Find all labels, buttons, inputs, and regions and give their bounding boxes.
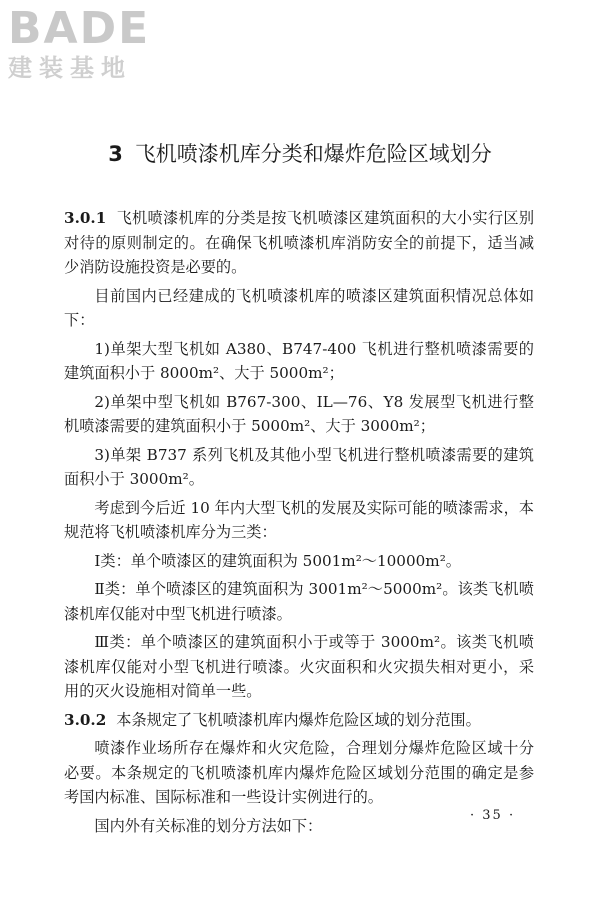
bade-logo	[8, 3, 176, 82]
paragraph	[64, 206, 534, 280]
chapter-number: 3	[108, 142, 123, 166]
body-text	[64, 206, 534, 842]
paragraph: 1)单架大型飞机如 A380、B747-400 飞机进行整机喷漆需要的建筑面积小于 8000m²、大于 5000m²；	[64, 339, 534, 382]
paragraph: 国内外有关标准的划分方法如下：	[94, 816, 323, 835]
paragraph: 考虑到今后近 10 年内大型飞机的发展及实际可能的喷漆需求，本规范将飞机喷漆机库分为三类：	[64, 498, 534, 541]
logo-wordmark: BADE	[8, 3, 151, 54]
chapter-title: 飞机喷漆机库分类和爆炸危险区域划分	[134, 142, 492, 166]
chapter-heading	[0, 140, 600, 168]
paragraph: 目前国内已经建成的飞机喷漆机库的喷漆区建筑面积情况总体如下：	[64, 286, 534, 329]
paragraph: 2)单架中型飞机如 B767-300、IL—76、Y8 发展型飞机进行整机喷漆需要的建筑面积小于 5000m²、大于 3000m²；	[64, 392, 534, 435]
logo-subtitle: 建装基地	[8, 54, 132, 82]
paragraph: Ⅲ类：单个喷漆区的建筑面积小于或等于 3000m²。该类飞机喷漆机库仅能对小型飞机进行喷漆。火灾面积和火灾损失相对更小，采用的灭火设施相对简单一些。	[64, 633, 534, 700]
page-number: · 35 ·	[470, 808, 516, 823]
clause-number: 3.0.2	[64, 710, 107, 729]
paragraph	[64, 708, 534, 733]
paragraph-text: 飞机喷漆机库的分类是按飞机喷漆区建筑面积的大小实行区别对待的原则制定的。在确保飞机喷漆机库消防安全的前提下，适当减少消防设施投资是必要的。	[64, 209, 534, 276]
paragraph: 喷漆作业场所存在爆炸和火灾危险，合理划分爆炸危险区域十分必要。本条规定的飞机喷漆机库内爆炸危险区域划分范围的确定是参考国内标准、国际标准和一些设计实例进行的。	[64, 739, 534, 806]
paragraph: 3)单架 B737 系列飞机及其他小型飞机进行整机喷漆需要的建筑面积小于 3000m²。	[64, 445, 534, 488]
paragraph: Ⅱ类：单个喷漆区的建筑面积为 3001m²～5000m²。该类飞机喷漆机库仅能对中型飞机进行喷漆。	[64, 580, 534, 623]
paragraph: Ⅰ类：单个喷漆区的建筑面积为 5001m²～10000m²。	[94, 551, 461, 570]
paragraph-text: 本条规定了飞机喷漆机库内爆炸危险区域的划分范围。	[116, 710, 481, 729]
clause-number: 3.0.1	[64, 209, 107, 227]
